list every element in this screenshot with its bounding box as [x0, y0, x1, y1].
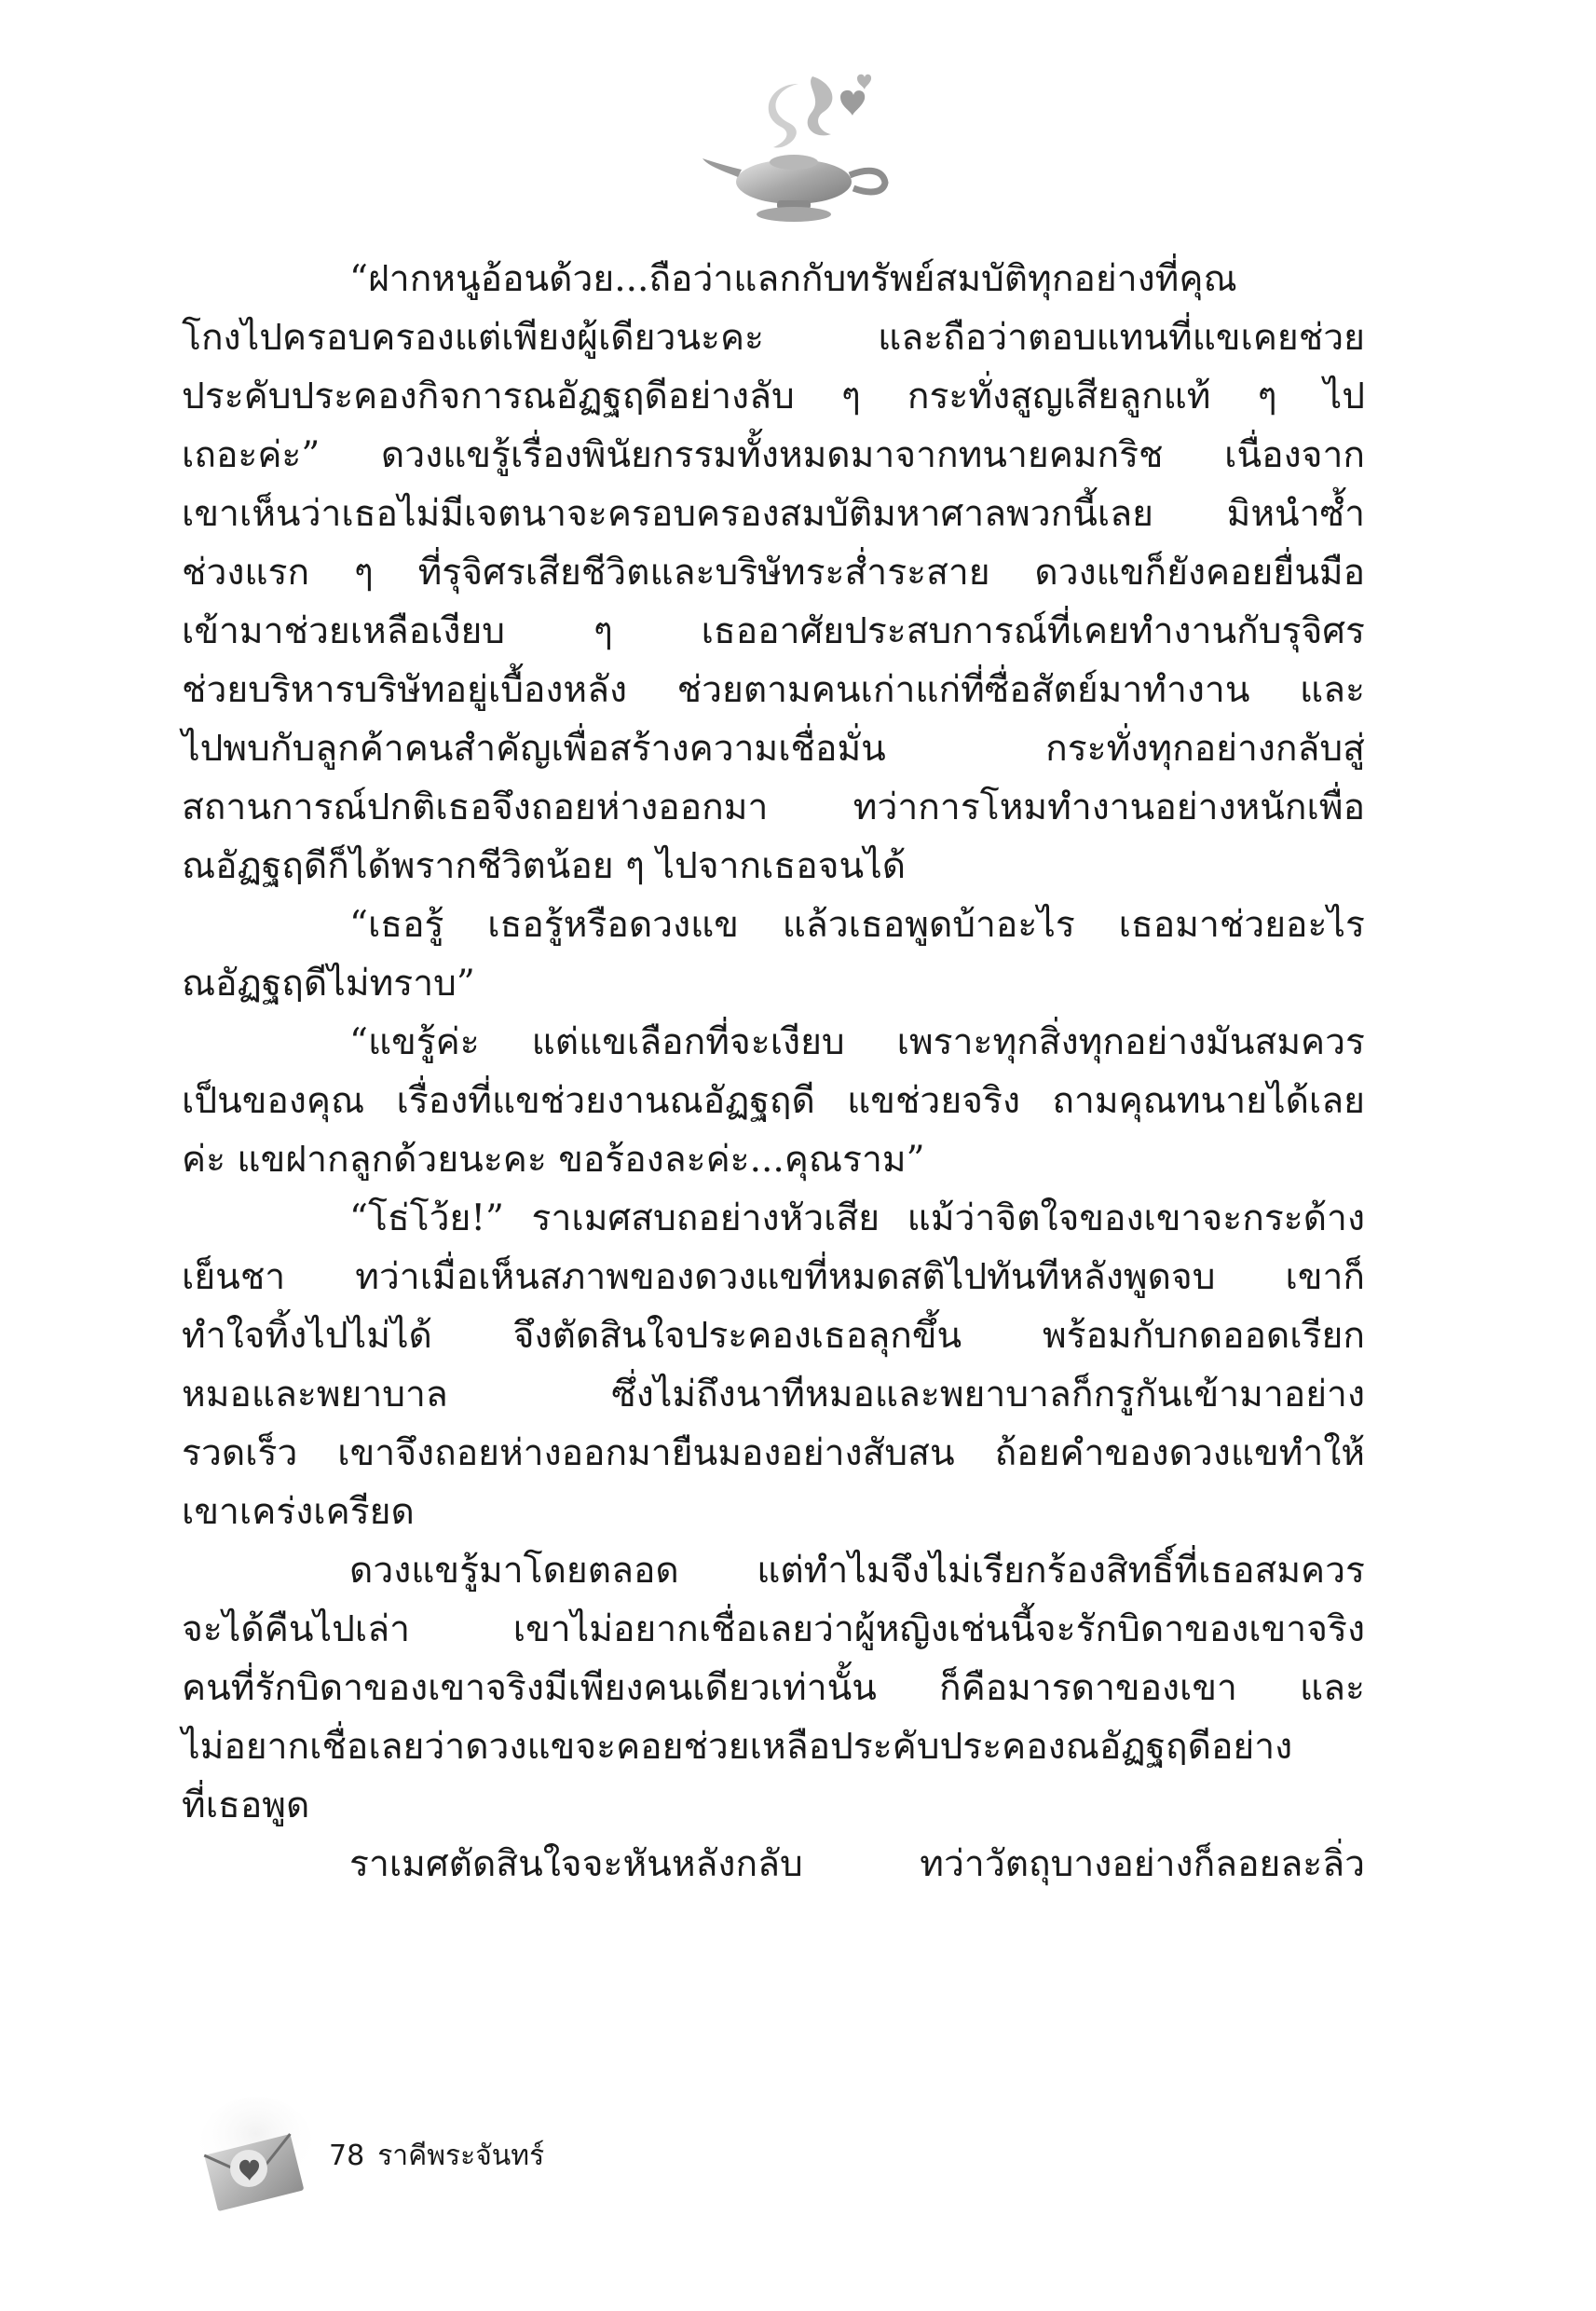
paragraph: [182, 896, 1365, 1013]
paragraph: [182, 1013, 1365, 1189]
text-line: ช่วงแรก ๆ ที่รุจิศรเสียชีวิตและบริษัทระส่ำระสาย ดวงแขก็ยังคอยยื่นมือ: [182, 552, 1365, 594]
heart-envelope-icon: [191, 2092, 321, 2213]
text-line: ช่วยบริหารบริษัทอยู่เบื้องหลัง ช่วยตามคนเก่าแก่ที่ซื่อสัตย์มาทำงาน และ: [182, 669, 1365, 711]
text-line: โกงไปครอบครองแต่เพียงผู้เดียวนะคะ และถือว่าตอบแทนที่แขเคยช่วย: [182, 317, 1365, 359]
text-line: ไปพบกับลูกค้าคนสำคัญเพื่อสร้างความเชื่อมั่น กระทั่งทุกอย่างกลับสู่: [182, 728, 1365, 770]
text-line: ที่เธอพูด: [182, 1785, 310, 1826]
paragraph: [182, 1835, 1365, 1894]
text-line: ราเมศตัดสินใจจะหันหลังกลับ ทว่าวัตถุบางอย่างก็ลอยละลิ่ว: [349, 1843, 1365, 1885]
text-line: เข้ามาช่วยเหลือเงียบ ๆ เธออาศัยประสบการณ์ที่เคยทำงานกับรุจิศร: [182, 610, 1365, 652]
text-line: ทำใจทิ้งไปไม่ได้ จึงตัดสินใจประคองเธอลุกขึ้น พร้อมกับกดออดเรียก: [182, 1315, 1365, 1357]
paragraph: [182, 1189, 1365, 1541]
paragraph: [182, 1541, 1365, 1835]
text-line: ไม่อยากเชื่อเลยว่าดวงแขจะคอยช่วยเหลือประคับประคองณอัฏฐฤดีอย่าง: [182, 1726, 1293, 1768]
text-line: ณอัฏฐฤดีไม่ทราบ”: [182, 963, 475, 1005]
text-line: “เธอรู้ เธอรู้หรือดวงแข แล้วเธอพูดบ้าอะไร เธอมาช่วยอะไร: [349, 904, 1365, 946]
body-text: [182, 250, 1365, 1894]
text-line: ณอัฏฐฤดีก็ได้พรากชีวิตน้อย ๆ ไปจากเธอจนได้: [182, 845, 907, 887]
text-line: คนที่รักบิดาของเขาจริงมีเพียงคนเดียวเท่านั้น ก็คือมารดาของเขา และ: [182, 1667, 1365, 1709]
book-title: ราคีพระจันทร์: [377, 2140, 545, 2172]
text-line: “แขรู้ค่ะ แต่แขเลือกที่จะเงียบ เพราะทุกสิ่งทุกอย่างมันสมควร: [349, 1021, 1365, 1063]
text-line: “โธ่โว้ย!” ราเมศสบถอย่างหัวเสีย แม้ว่าจิตใจของเขาจะกระด้าง: [349, 1197, 1365, 1239]
text-line: เป็นของคุณ เรื่องที่แขช่วยงานณอัฏฐฤดี แขช่วยจริง ถามคุณทนายได้เลย: [182, 1080, 1365, 1122]
text-line: ค่ะ แขฝากลูกด้วยนะคะ ขอร้องละค่ะ...คุณราม”: [182, 1139, 925, 1181]
text-line: เขาเคร่งเครียด: [182, 1491, 415, 1533]
text-line: จะได้คืนไปเล่า เขาไม่อยากเชื่อเลยว่าผู้หญิงเช่นนี้จะรักบิดาของเขาจริง: [182, 1608, 1365, 1650]
text-line: หมอและพยาบาล ซึ่งไม่ถึงนาทีหมอและพยาบาลก็กรูกันเข้ามาอย่าง: [182, 1374, 1365, 1415]
text-line: เขาเห็นว่าเธอไม่มีเจตนาจะครอบครองสมบัติมหาศาลพวกนี้เลย มิหนำซ้ำ: [182, 493, 1365, 535]
lamp-ornament-icon: [701, 65, 896, 228]
paragraph: [182, 250, 1365, 896]
text-line: สถานการณ์ปกติเธอจึงถอยห่างออกมา ทว่าการโหมทำงานอย่างหนักเพื่อ: [182, 786, 1365, 828]
text-line: รวดเร็ว เขาจึงถอยห่างออกมายืนมองอย่างสับสน ถ้อยคำของดวงแขทำให้: [182, 1432, 1365, 1474]
text-line: ดวงแขรู้มาโดยตลอด แต่ทำไมจึงไม่เรียกร้องสิทธิ์ที่เธอสมควร: [349, 1550, 1365, 1592]
page-number: 78: [329, 2140, 365, 2172]
text-line: เย็นชา ทว่าเมื่อเห็นสภาพของดวงแขที่หมดสติไปทันทีหลังพูดจบ เขาก็: [182, 1256, 1365, 1298]
text-line: ประคับประคองกิจการณอัฏฐฤดีอย่างลับ ๆ กระทั่งสูญเสียลูกแท้ ๆ ไป: [182, 376, 1365, 417]
footer-label: [329, 2134, 544, 2178]
page-footer: [191, 2092, 750, 2213]
text-line: “ฝากหนูอ้อนด้วย...ถือว่าแลกกับทรัพย์สมบัติทุกอย่างที่คุณ: [349, 258, 1237, 300]
text-line: เถอะค่ะ” ดวงแขรู้เรื่องพินัยกรรมทั้งหมดมาจากทนายคมกริช เนื่องจาก: [182, 434, 1365, 476]
